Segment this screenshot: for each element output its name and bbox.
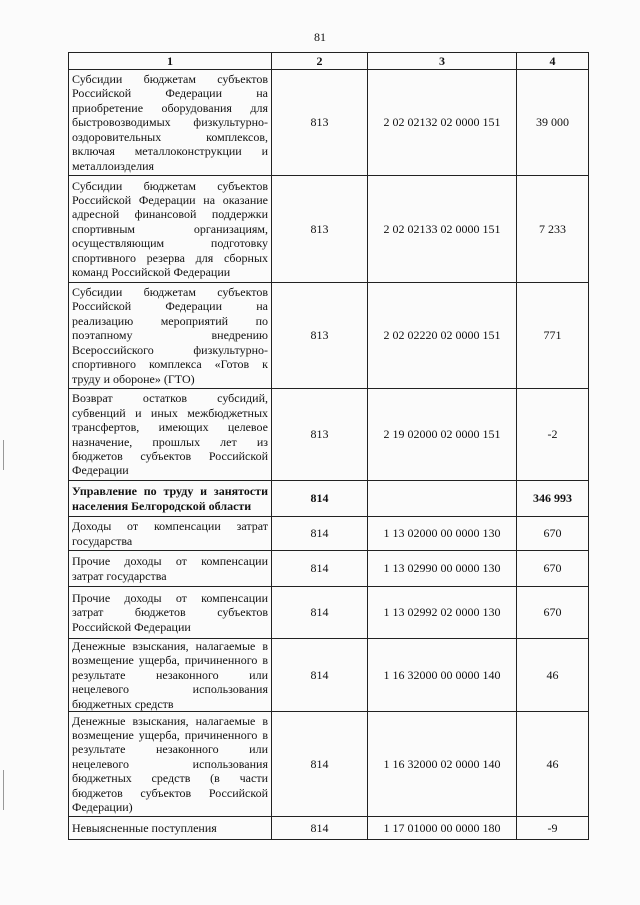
row-admin-code: 813 <box>272 283 368 389</box>
row-amount: 771 <box>517 283 589 389</box>
row-admin-code: 813 <box>272 70 368 176</box>
column-header-1: 1 <box>69 53 272 70</box>
row-amount: 7 233 <box>517 176 589 283</box>
table-row <box>69 587 589 639</box>
table-row <box>69 817 589 840</box>
column-header-3: 3 <box>368 53 517 70</box>
row-amount: -9 <box>517 817 589 840</box>
row-description: Прочие доходы от компенсации затрат государства <box>69 551 272 587</box>
row-classification-code: 2 02 02132 02 0000 151 <box>368 70 517 176</box>
row-admin-code: 814 <box>272 817 368 840</box>
row-amount: 670 <box>517 551 589 587</box>
row-amount: 670 <box>517 587 589 639</box>
row-classification-code: 1 13 02000 00 0000 130 <box>368 517 517 551</box>
table-row <box>69 176 589 283</box>
table-row <box>69 712 589 817</box>
row-classification-code: 1 16 32000 00 0000 140 <box>368 639 517 712</box>
row-admin-code: 814 <box>272 551 368 587</box>
scan-edge-mark <box>3 770 4 810</box>
table-row-section <box>69 481 589 517</box>
row-admin-code: 813 <box>272 389 368 481</box>
row-classification-code: 2 19 02000 02 0000 151 <box>368 389 517 481</box>
row-classification-code <box>368 481 517 517</box>
row-description: Управление по труду и занятости населения Белгородской области <box>69 481 272 517</box>
column-header-2: 2 <box>272 53 368 70</box>
row-classification-code: 1 13 02992 02 0000 130 <box>368 587 517 639</box>
row-admin-code: 814 <box>272 639 368 712</box>
row-admin-code: 814 <box>272 517 368 551</box>
table-header-row <box>69 53 589 70</box>
table-row <box>69 283 589 389</box>
column-header-4: 4 <box>517 53 589 70</box>
row-amount: 346 993 <box>517 481 589 517</box>
row-amount: 46 <box>517 639 589 712</box>
row-classification-code: 2 02 02220 02 0000 151 <box>368 283 517 389</box>
row-classification-code: 2 02 02133 02 0000 151 <box>368 176 517 283</box>
row-description: Невыясненные поступления <box>69 817 272 840</box>
row-amount: 46 <box>517 712 589 817</box>
table-row <box>69 70 589 176</box>
row-description: Денежные взыскания, налагаемые в возмещение ущерба, причиненного в результате незаконного или нецелевого использования бюджетных средств <box>69 639 272 712</box>
row-description: Субсидии бюджетам субъектов Российской Федерации на оказание адресной финансовой поддержки спортивным организациям, осуществляющим подготовку спортивного резерва для сборных команд Российской Федерации <box>69 176 272 283</box>
page-number: 81 <box>314 30 326 44</box>
table-row <box>69 517 589 551</box>
row-description: Субсидии бюджетам субъектов Российской Федерации на реализацию мероприятий по поэтапному внедрению Всероссийского физкультурно-спортивного комплекса «Готов к труду и обороне» (ГТО) <box>69 283 272 389</box>
row-description: Доходы от компенсации затрат государства <box>69 517 272 551</box>
table-row <box>69 389 589 481</box>
row-classification-code: 1 13 02990 00 0000 130 <box>368 551 517 587</box>
row-amount: -2 <box>517 389 589 481</box>
row-classification-code: 1 17 01000 00 0000 180 <box>368 817 517 840</box>
table-row <box>69 639 589 712</box>
row-description: Прочие доходы от компенсации затрат бюджетов субъектов Российской Федерации <box>69 587 272 639</box>
row-admin-code: 814 <box>272 481 368 517</box>
revenue-table <box>68 52 589 840</box>
row-description: Денежные взыскания, налагаемые в возмещение ущерба, причиненного в результате незаконного или нецелевого использования бюджетных средств (в части бюджетов субъектов Российской Федерации) <box>69 712 272 817</box>
table-row <box>69 551 589 587</box>
row-admin-code: 813 <box>272 176 368 283</box>
row-admin-code: 814 <box>272 712 368 817</box>
row-admin-code: 814 <box>272 587 368 639</box>
scan-edge-mark <box>3 440 4 470</box>
row-description: Субсидии бюджетам субъектов Российской Федерации на приобретение оборудования для быстровозводимых физкультурно-оздоровительных комплексов, включая металлоконструкции и металлоизделия <box>69 70 272 176</box>
row-amount: 670 <box>517 517 589 551</box>
row-amount: 39 000 <box>517 70 589 176</box>
row-description: Возврат остатков субсидий, субвенций и иных межбюджетных трансфертов, имеющих целевое назначение, прошлых лет из бюджетов субъектов Российской Федерации <box>69 389 272 481</box>
row-classification-code: 1 16 32000 02 0000 140 <box>368 712 517 817</box>
